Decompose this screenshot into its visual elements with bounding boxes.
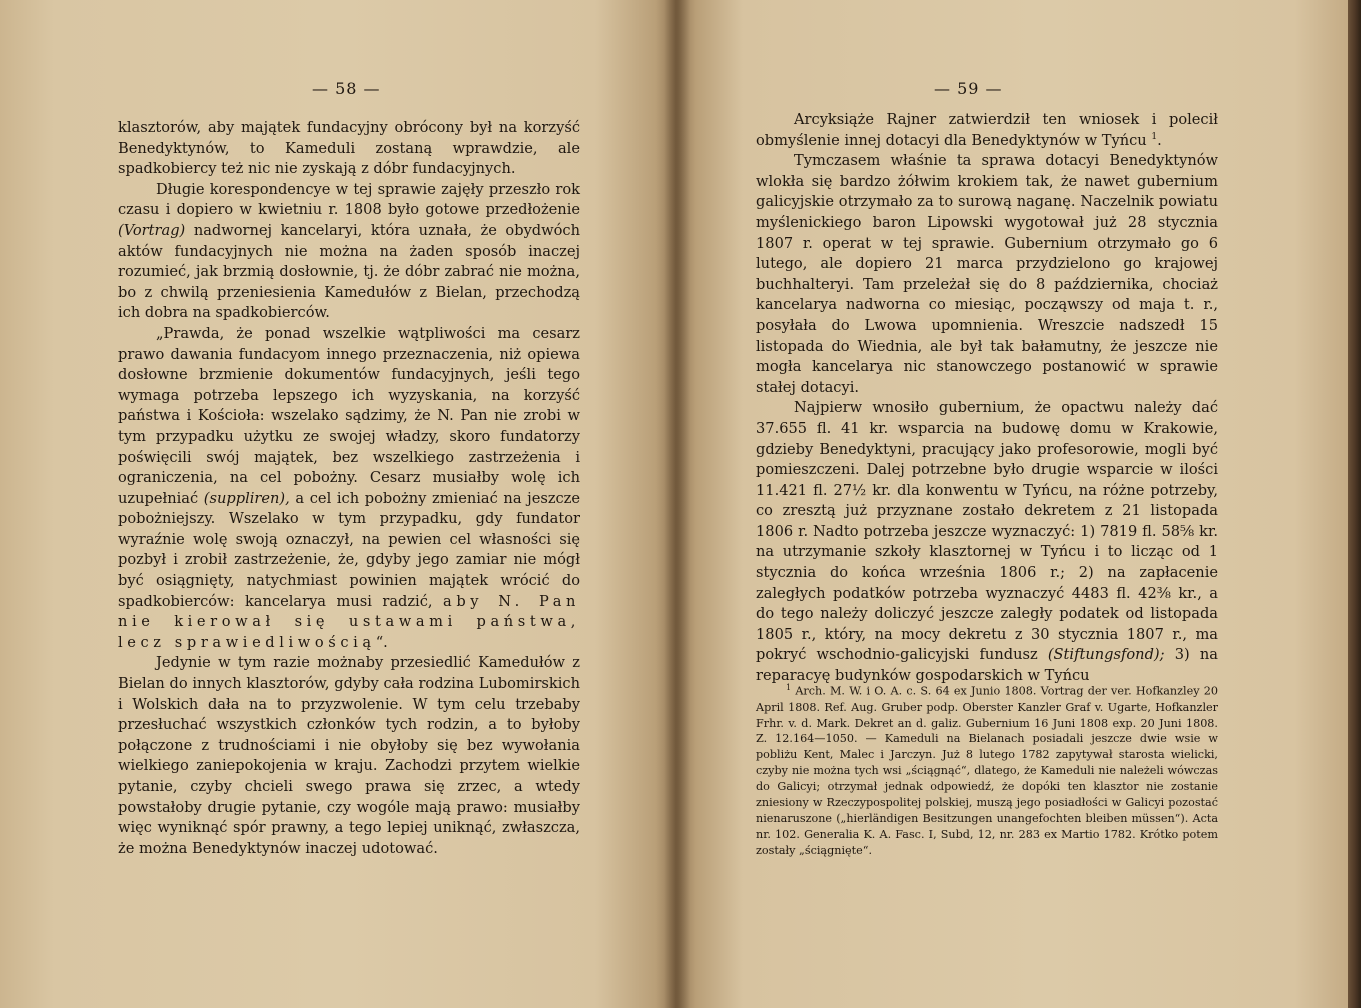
- text-run: Jedynie w tym razie możnaby przesiedlić Kamedułów z Bielan do innych klasztorów, gdyby cała rodzina Lubomirskich i Wolskich dała na to przyzwolenie. W tym celu trzebaby przesłuchać wszystkich członków tych rodzin, a to byłoby połączone z trudnościami i nie obyłoby się bez wywołania wielkiego zaniepokojenia w kraju. Zachodzi przytem wielkie pytanie, czyby chcieli swego prawa się zrzec, a wtedy powstałoby drugie pytanie, czy wogóle mają prawo: musiałby więc wyniknąć spór prawny, a tego lepiej uniknąć, zwłaszcza, że można Benedyktynów inaczej udotować.: [118, 654, 580, 857]
- text-run: “.: [375, 633, 388, 651]
- page-number: — 59 —: [934, 79, 1003, 98]
- paragraph: [118, 180, 580, 324]
- page-edge: [1348, 0, 1361, 1008]
- body-text: [118, 118, 580, 859]
- paragraph: [756, 398, 1218, 686]
- italic-term: (suppliren),: [203, 489, 290, 507]
- paragraph: [756, 151, 1218, 398]
- footnote-mark: 1: [786, 683, 792, 692]
- paragraph: [118, 118, 580, 180]
- text-run: „Prawda, że ponad wszelkie wątpliwości ma cesarz prawo dawania fundacyom innego przeznaczenia, niż opiewa dosłowne brzmienie dokumentów fundacyjnych, jeśli tego wymaga potrzeba lepszego ich wyzyskania, na korzyść państwa i Kościoła: wszelako sądzimy, że N. Pan nie zrobi w tym przypadku użytku ze swojej władzy, skoro fundatorzy poświęcili swój majątek, bez wszelkiego zastrzeżenia i ograniczenia, na cel pobożny. Cesarz musiałby wolę ich uzupełniać: [118, 324, 580, 507]
- quoted-paragraph: [118, 324, 580, 654]
- text-run: Tymczasem właśnie ta sprawa dotacyi Benedyktynów wlokła się bardzo żółwim krokiem tak, że nawet gubernium galicyjskie otrzymało za to surową naganę. Naczelnik powiatu myślenickiego baron Lipowski wygotował już 28 stycznia 1807 r. operat w tej sprawie. Gubernium otrzymało go 6 lutego, ale dopiero 21 marca przydzielono go krajowej buchhalteryi. Tam przeleżał się do 8 października, chociaż kancelarya nadworna co miesiąc, począwszy od maja t. r., posyłała do Lwowa upomnienia. Wreszcie nadszedł 15 listopada do Wiednia, ale był tak bałamutny, że jeszcze nie mogła kancelarya nic stanowczego postanowić w sprawie stałej dotacyi.: [756, 152, 1218, 396]
- paragraph: [756, 110, 1218, 151]
- left-page: [0, 0, 676, 1008]
- spaced-emphasis: aby N. Pan nie kierował się ustawami państwa, lecz sprawiedliwością: [118, 592, 581, 651]
- text-run: Długie korespondencye w tej sprawie zajęły przeszło rok czasu i dopiero w kwietniu r. 1808 było gotowe przedłożenie: [118, 180, 580, 219]
- text-run: .: [1157, 131, 1162, 149]
- italic-term: (Vortrag): [118, 221, 186, 239]
- text-run: nadwornej kancelaryi, która uznała, że obydwóch aktów fundacyjnych nie można na żaden sposób inaczej rozumieć, jak brzmią dosłownie, tj. że dóbr zabrać nie można, bo z chwilą przeniesienia Kamedułów z Bielan, przechodzą ich dobra na spadkobierców.: [118, 221, 580, 322]
- footnote: [756, 680, 1218, 859]
- footnote-reference: 1: [1151, 131, 1158, 142]
- text-run: klasztorów, aby majątek fundacyjny obrócony był na korzyść Benedyktynów, to Kameduli zostaną wprawdzie, ale spadkobiercy też nic nie zyskają z dóbr fundacyjnych.: [118, 119, 580, 178]
- page-number: — 58 —: [312, 79, 381, 98]
- body-text: [756, 110, 1218, 687]
- footnote-text: [756, 680, 1218, 859]
- text-run: Najpierw wnosiło gubernium, że opactwu należy dać 37.655 fl. 41 kr. wsparcia na budowę domu w Krakowie, gdzieby Benedyktyni, pracujący jako profesorowie, mogli być pomieszczeni. Dalej potrzebne było drugie wsparcie w ilości 11.421 fl. 27½ kr. dla konwentu w Tyńcu, na różne potrzeby, co zresztą już przyznane zostało dekretem z 21 listopada 1806 r. Nadto potrzeba jeszcze wyznaczyć: 1) 7819 fl. 58⅝ kr. na utrzymanie szkoły klasztornej w Tyńcu i to licząc od 1 stycznia do końca września 1806 r.; 2) na zapłacenie zaległych podatków potrzeba wyznaczyć 4483 fl. 42⅜ kr., a do tego należy doliczyć jeszcze zaległy podatek od listopada 1805 r., który, na mocy dekretu z 30 stycznia 1807 r., ma pokryć wschodnio-galicyjski fundusz: [756, 399, 1218, 664]
- right-page: [676, 0, 1348, 1008]
- paragraph: [118, 653, 580, 859]
- text-run: Arch. M. W. i O. A. c. S. 64 ex Junio 1808. Vortrag der ver. Hofkanzley 20 April 1808. Ref. Aug. Gruber podp. Oberster Kanzler Graf v. Ugarte, Hofkanzler Frhr. v. d. Mark. Dekret an d. galiz. Gubernium 16 Juni 1808 exp. 20 Juni 1808. Z. 12.164—1050. — Kameduli na Bielanach posiadali jeszcze dwie wsie w pobliżu Kent, Malec i Jarczyn. Już 8 lutego 1782 zapytywał starosta wielicki, czyby nie można tych wsi „ściągnąć“, dlatego, że Kameduli nie należeli wówczas do Galicyi; otrzymał jednak odpowiedź, że dopóki ten klasztor nie zostanie zniesiony w Rzeczypospolitej polskiej, muszą jego posiadłości w Galicyi pozostać nienaruszone („hierländigen Besitzungen unangefochten bleiben müssen“). Acta nr. 102. Generalia K. A. Fasc. I, Subd, 12, nr. 283 ex Martio 1782. Krótko potem zostały „ściągnięte“.: [756, 684, 1218, 857]
- text-run: a cel ich pobożny zmieniać na jeszcze pobożniejszy. Wszelako w tym przypadku, gdy fundator wyraźnie wolę swoją oznaczył, na pewien cel własności się pozbył i zrobił zastrzeżenie, że, gdyby jego zamiar nie mógł być osiągnięty, natychmiast powinien majątek wrócić do spadkobierców: kancelarya musi radzić,: [118, 489, 581, 610]
- text-run: 3) na reparacyę budynków gospodarskich w Tyńcu: [756, 646, 1219, 685]
- italic-term: (Stiftungsfond);: [1047, 646, 1165, 664]
- text-run: Arcyksiąże Rajner zatwierdził ten wniosek i polecił obmyślenie innej dotacyi dla Benedyktynów w Tyńcu: [756, 111, 1218, 149]
